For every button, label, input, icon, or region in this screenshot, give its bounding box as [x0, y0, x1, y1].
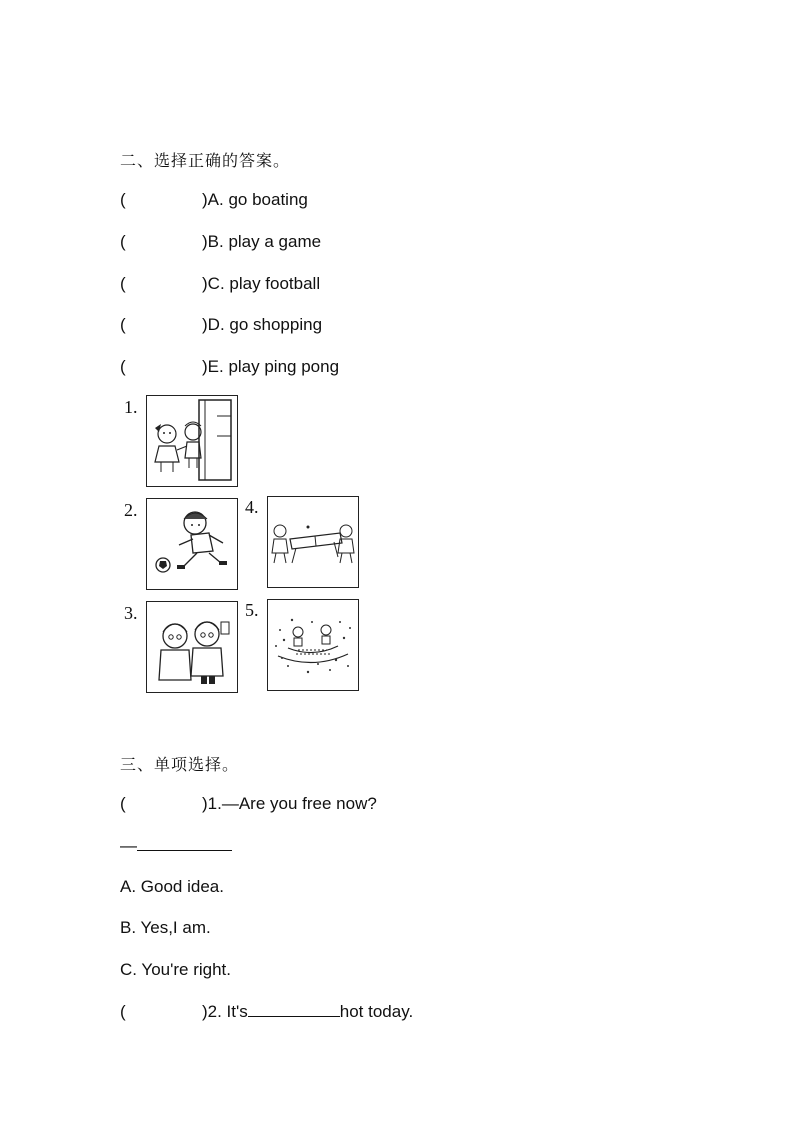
question-1 — [120, 794, 377, 814]
option-e — [120, 357, 339, 377]
fill-blank[interactable] — [248, 1002, 340, 1017]
ping-pong-table-icon — [267, 496, 359, 588]
dash: — — [120, 836, 137, 855]
option-e-text: )E. play ping pong — [202, 357, 340, 376]
picture-number-3: 3. — [124, 603, 138, 623]
answer-paren[interactable]: ( — [120, 232, 126, 251]
choice-b: B. Yes,I am. — [120, 918, 211, 937]
answer-paren[interactable]: ( — [120, 315, 126, 334]
choice-c: C. You're right. — [120, 960, 231, 979]
boy-kicking-ball-icon — [146, 498, 238, 590]
option-b-text: )B. play a game — [202, 232, 322, 251]
children-at-door-icon — [146, 395, 238, 487]
option-a — [120, 190, 308, 210]
option-d — [120, 315, 322, 335]
question-2-text-before: )2. It's — [202, 1002, 248, 1021]
question-2-text-after: hot today. — [339, 1002, 414, 1021]
boating-scene-icon — [267, 599, 359, 691]
answer-paren[interactable]: ( — [120, 357, 126, 376]
option-b — [120, 232, 321, 252]
section-3-title: 三、单项选择。 — [120, 755, 240, 774]
answer-paren[interactable]: ( — [120, 274, 126, 293]
section-2-title: 二、选择正确的答案。 — [120, 151, 291, 170]
question-1-text: )1.—Are you free now? — [202, 794, 377, 813]
picture-number-1: 1. — [124, 397, 138, 417]
answer-paren[interactable]: ( — [120, 190, 126, 209]
answer-blank[interactable] — [137, 836, 232, 851]
picture-number-2: 2. — [124, 500, 138, 520]
two-children-talking-icon — [146, 601, 238, 693]
option-a-text: )A. go boating — [202, 190, 308, 209]
answer-paren[interactable]: ( — [120, 1002, 126, 1021]
option-c — [120, 274, 320, 294]
answer-paren[interactable]: ( — [120, 794, 126, 813]
question-2 — [120, 1002, 413, 1022]
answer-dash-line — [120, 836, 232, 856]
choice-a: A. Good idea. — [120, 877, 224, 896]
picture-number-4: 4. — [245, 497, 259, 517]
option-c-text: )C. play football — [202, 274, 321, 293]
picture-number-5: 5. — [245, 600, 259, 620]
option-d-text: )D. go shopping — [202, 315, 323, 334]
